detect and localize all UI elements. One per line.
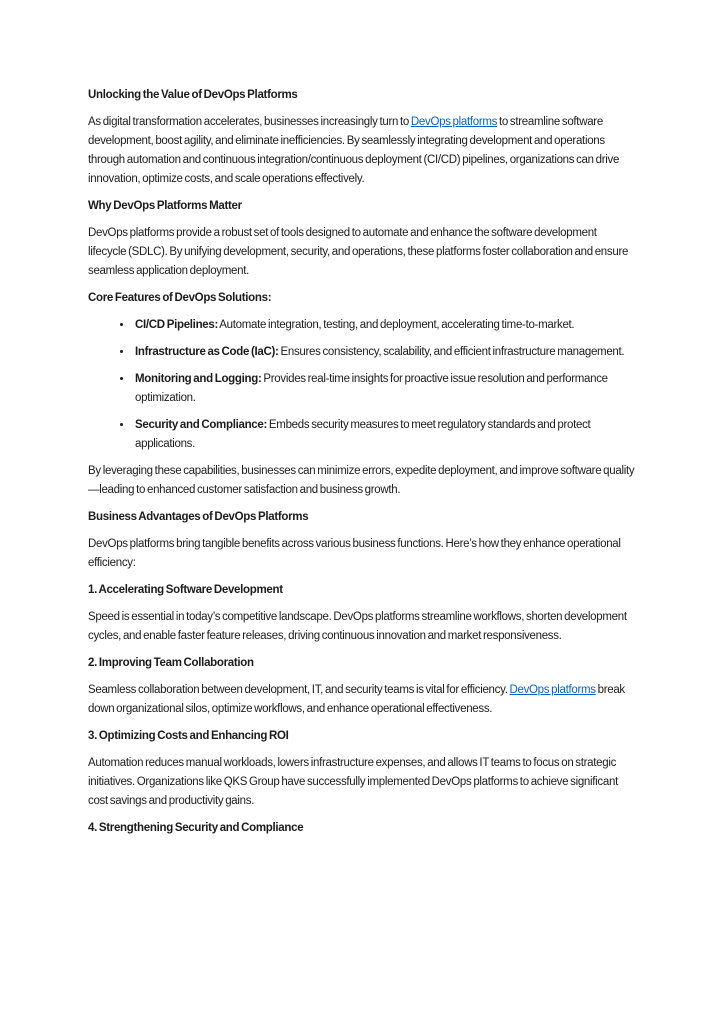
section-heading	[88, 86, 636, 105]
feature-list-item	[133, 416, 636, 454]
bold-text-run: Business Advantages of DevOps Platforms	[88, 511, 309, 523]
feature-list	[88, 316, 636, 454]
bold-text-run: CI/CD Pipelines:	[135, 319, 219, 331]
section-heading	[88, 289, 636, 308]
text-run: DevOps platforms bring tangible benefits across various business functions. Here’s how they enhance operational efficiency:	[88, 538, 621, 569]
section-heading	[88, 727, 636, 746]
feature-list-item	[133, 316, 636, 335]
text-run: Ensures consistency, scalability, and efficient infrastructure management.	[278, 346, 625, 358]
document-content	[88, 86, 636, 846]
bold-text-run: 1. Accelerating Software Development	[88, 584, 283, 596]
bold-text-run: 3. Optimizing Costs and Enhancing ROI	[88, 730, 289, 742]
section-heading	[88, 654, 636, 673]
paragraph	[88, 113, 636, 189]
devops-platforms-link[interactable]: DevOps platforms	[410, 116, 498, 128]
text-run: Speed is essential in today’s competitive landscape. DevOps platforms streamline workflows, shorten development cycles, and enable faster feature releases, driving continuous innovation and market responsiveness.	[88, 611, 627, 642]
section-heading	[88, 581, 636, 600]
text-run: Automate integration, testing, and deployment, accelerating time-to-market.	[218, 319, 575, 331]
devops-platforms-link[interactable]: DevOps platforms	[509, 684, 596, 696]
bold-text-run: Why DevOps Platforms Matter	[88, 200, 242, 212]
bold-text-run: Infrastructure as Code (IaC):	[135, 346, 279, 358]
paragraph	[88, 535, 636, 573]
section-heading	[88, 819, 636, 838]
section-heading	[88, 508, 636, 527]
bold-text-run: Unlocking the Value of DevOps Platforms	[88, 89, 298, 101]
text-run: As digital transformation accelerates, businesses increasingly turn to	[88, 116, 411, 128]
text-run: Automation reduces manual workloads, lowers infrastructure expenses, and allows IT teams to focus on strategic initiatives. Organizations like QKS Group have successfully implemented DevOps platforms to achieve significant cost savings and productivity gains.	[88, 757, 618, 807]
paragraph	[88, 754, 636, 811]
bold-text-run: 4. Strengthening Security and Compliance	[88, 822, 304, 834]
feature-list-item	[133, 343, 636, 362]
paragraph	[88, 608, 636, 646]
text-run: By leveraging these capabilities, businesses can minimize errors, expedite deployment, and improve software quality—leading to enhanced customer satisfaction and business growth.	[88, 465, 635, 496]
bold-text-run: Core Features of DevOps Solutions:	[88, 292, 272, 304]
text-run: break down organizational silos, optimize workflows, and enhance operational effectiveness.	[88, 684, 625, 715]
text-run: Embeds security measures to meet regulatory standards and protect applications.	[135, 419, 591, 450]
bold-text-run: Monitoring and Logging:	[135, 373, 262, 385]
text-run: to streamline software development, boost agility, and eliminate inefficiencies. By seamlessly integrating development and operations through automation and continuous integration/continuous deployment (CI/CD) pipelines, organizations can drive innovation, optimize costs, and scale operations effectively.	[88, 116, 620, 185]
paragraph	[88, 681, 636, 719]
text-run: Seamless collaboration between development, IT, and security teams is vital for efficiency.	[88, 684, 510, 696]
bold-text-run: Security and Compliance:	[135, 419, 268, 431]
paragraph	[88, 462, 636, 500]
bold-text-run: 2. Improving Team Collaboration	[88, 657, 254, 669]
text-run: Provides real-time insights for proactive issue resolution and performance optimization.	[135, 373, 608, 404]
section-heading	[88, 197, 636, 216]
feature-list-item	[133, 370, 636, 408]
text-run: DevOps platforms provide a robust set of tools designed to automate and enhance the software development lifecycle (SDLC). By unifying development, security, and operations, these platforms foster collaboration and ensure seamless application deployment.	[88, 227, 629, 277]
paragraph	[88, 224, 636, 281]
